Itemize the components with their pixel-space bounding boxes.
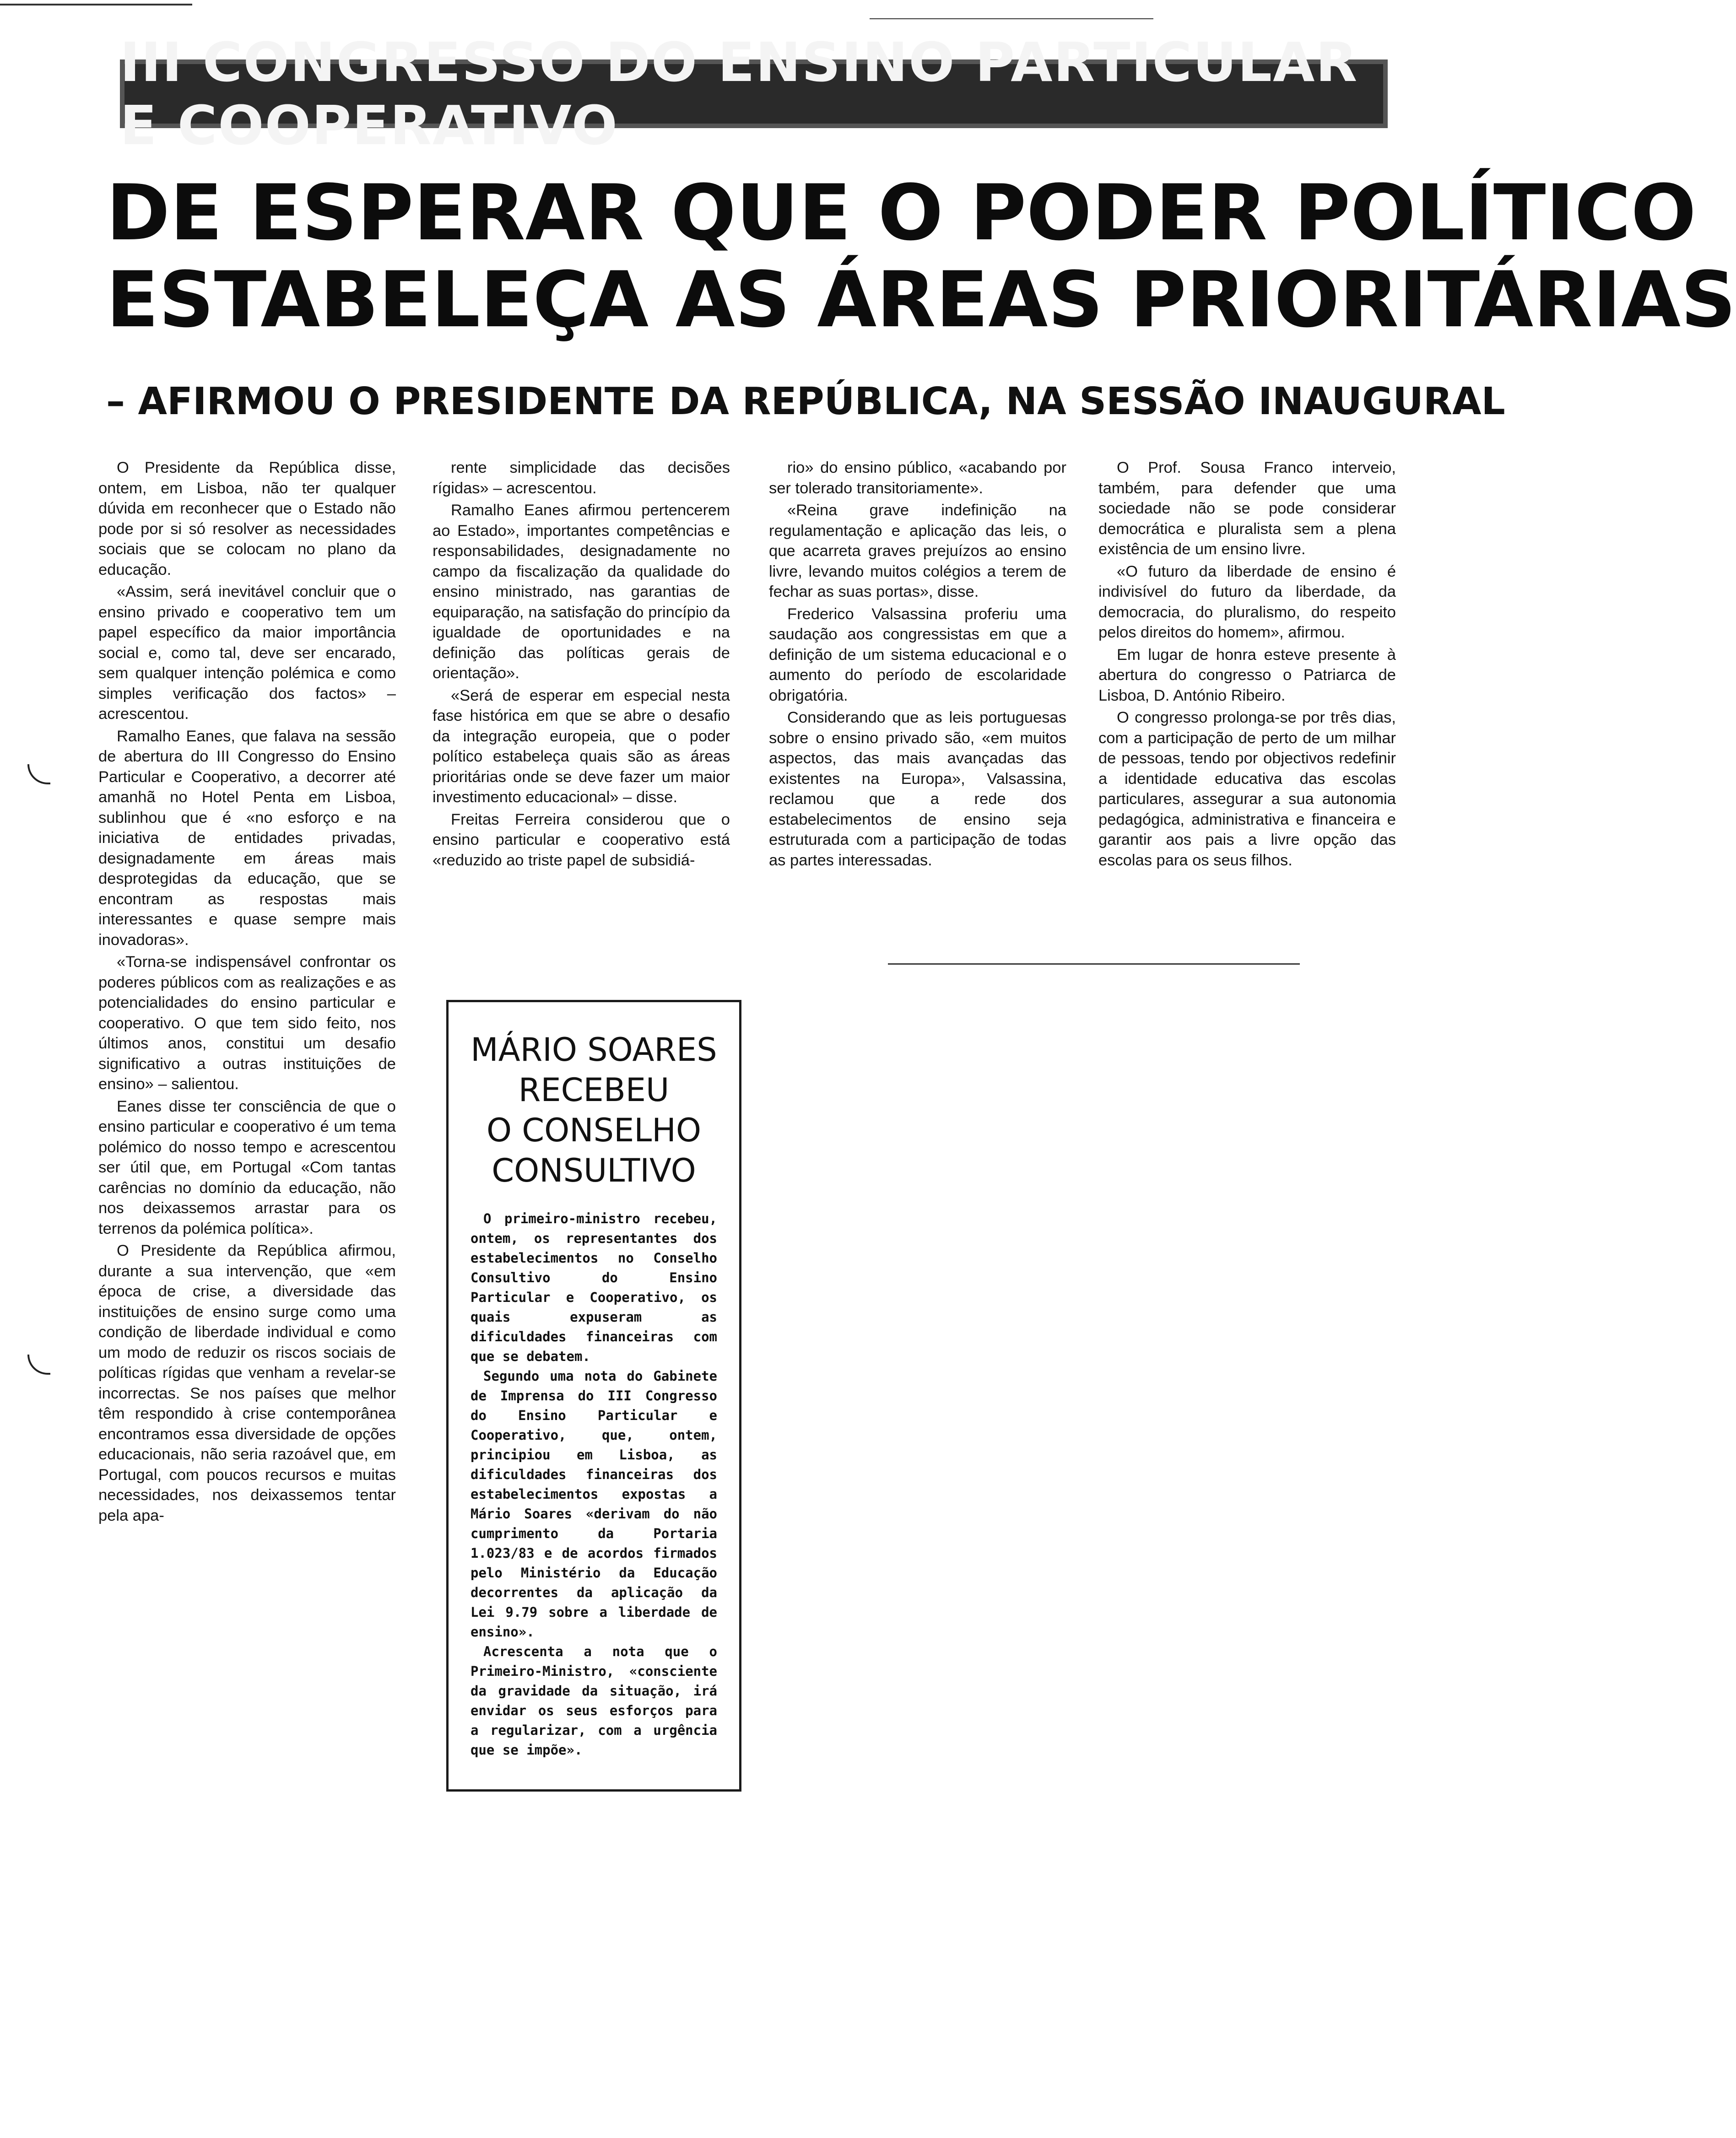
- margin-pencil-mark: [27, 764, 50, 784]
- sidebar-paragraph: Segundo uma nota do Gabinete de Imprensa do III Congresso do Ensino Particular e Cooperativo, que, ontem, principiou em Lisboa, as dificuldades financeiras dos estabelecimentos expostas a Mário Soares «derivam do não cumprimento da Portaria 1.023/83 e de acordos firmados pelo Ministério da Educação decorrentes da aplicação da Lei 9.79 sobre a liberdade de ensino».: [471, 1368, 717, 1640]
- sidebar-box: [446, 1000, 741, 1792]
- sidebar-paragraph: O primeiro-ministro recebeu, ontem, os representantes dos estabelecimentos no Conselho Consultivo do Ensino Particular e Cooperativo, os quais expuseram as dificuldades financeiras com que se debatem.: [471, 1211, 717, 1364]
- headline-line-1: DE ESPERAR QUE O PODER POLÍTICO: [106, 168, 1697, 258]
- paragraph: Considerando que as leis portuguesas sobre o ensino privado são, «em muitos aspectos, das mais avançadas das existentes na Europa», Valsassina, reclamou que a rede dos estabelecimentos de ensino seja estruturada com a participação de todas as partes interessadas.: [769, 709, 1066, 869]
- scan-speck: [888, 963, 1300, 965]
- paragraph: rio» do ensino público, «acabando por ser tolerado transitoriamente».: [769, 459, 1066, 497]
- paragraph: «Assim, será inevitável concluir que o ensino privado e cooperativo tem um papel específico da maior importância social e, como tal, deve ser encarado, sem qualquer intenção polémica e como simples verificação dos factos» – acrescentou.: [98, 583, 396, 723]
- paragraph: O Prof. Sousa Franco interveio, também, para defender que uma sociedade não se pode considerar democrática e pluralista sem a plena existência de um ensino livre.: [1098, 459, 1396, 558]
- paragraph: Em lugar de honra esteve presente à abertura do congresso o Patriarca de Lisboa, D. António Ribeiro.: [1098, 646, 1396, 704]
- subheadline: – AFIRMOU O PRESIDENTE DA REPÚBLICA, NA SESSÃO INAUGURAL: [106, 380, 1505, 423]
- headline-line-2: ESTABELEÇA AS ÁREAS PRIORITÁRIAS: [106, 255, 1736, 345]
- article-column-4: [1098, 458, 1396, 872]
- headline: [106, 168, 1736, 345]
- sidebar-title-line: MÁRIO SOARES: [471, 1031, 717, 1069]
- article-column-2: [433, 458, 730, 872]
- sidebar-title-line: RECEBEU: [518, 1071, 670, 1109]
- paragraph: Freitas Ferreira considerou que o ensino particular e cooperativo está «reduzido ao triste papel de subsidiá-: [433, 810, 730, 869]
- sidebar-title-line: CONSULTIVO: [492, 1152, 696, 1189]
- paragraph: O congresso prolonga-se por três dias, com a participação de perto de um milhar de pessoas, tendo por objectivos redefinir a identidade educativa das escolas particulares, assegurar a sua autonomia pedagógica, administrativa e financeira e garantir aos pais a livre opção das escolas para os seus filhos.: [1098, 709, 1396, 869]
- scan-speck: [0, 4, 192, 5]
- paragraph: rente simplicidade das decisões rígidas» – acrescentou.: [433, 459, 730, 497]
- paragraph: Frederico Valsassina proferiu uma saudação aos congressistas em que a definição de um sistema educacional e o aumento do período de escolaridade obrigatória.: [769, 605, 1066, 704]
- paragraph: Ramalho Eanes, que falava na sessão de abertura do III Congresso do Ensino Particular e Cooperativo, a decorrer até amanhã no Hotel Penta em Lisboa, sublinhou que é «no esforço e na iniciativa de entidades privadas, designadamente em áreas mais desprotegidas da educação, que se encontram as respostas mais interessantes e quase sempre mais inovadoras».: [98, 727, 396, 949]
- section-banner: III CONGRESSO DO ENSINO PARTICULAR E COOPERATIVO: [120, 59, 1388, 128]
- paragraph: O Presidente da República afirmou, durante a sua intervenção, que «em época de crise, a diversidade das instituições de ensino surge como uma condição de liberdade individual e como um modo de reduzir os riscos sociais de políticas rígidas que venham a revelar-se incorrectas. Se nos países que melhor têm respondido à crise contemporânea encontramos essa diversidade de opções educacionais, não seria razoável que, em Portugal, com poucos recursos e muitas necessidades, nos deixassemos tentar pela apa-: [98, 1242, 396, 1524]
- paragraph: Eanes disse ter consciência de que o ensino particular e cooperativo é um tema polémico do nosso tempo e acrescentou ser útil que, em Portugal «Com tantas carências no domínio da educação, não nos deixassemos arrastar para os terrenos da polémica política».: [98, 1097, 396, 1237]
- article-column-3: [769, 458, 1066, 872]
- paragraph: O Presidente da República disse, ontem, em Lisboa, não ter qualquer dúvida em reconhecer que o Estado não pode por si só resolver as necessidades sociais que se colocam no plano da educação.: [98, 459, 396, 578]
- paragraph: Ramalho Eanes afirmou pertencerem ao Estado», importantes competências e responsabilidades, designadamente no campo da fiscalização da qualidade do ensino ministrado, nas garantias de equiparação, na satisfação do princípio da igualdade de oportunidades e na definição das políticas gerais de orientação».: [433, 502, 730, 682]
- sidebar-paragraph: Acrescenta a nota que o Primeiro-Ministro, «consciente da gravidade da situação, irá envidar os seus esforços para a regularizar, com a urgência que se impõe».: [471, 1644, 717, 1758]
- scan-speck: [870, 18, 1153, 19]
- paragraph: «O futuro da liberdade de ensino é indivisível do futuro da liberdade, da democracia, do pluralismo, do respeito pelos direitos do homem», afirmou.: [1098, 562, 1396, 641]
- margin-pencil-mark: [27, 1355, 50, 1375]
- sidebar-title-line: O CONSELHO: [486, 1112, 702, 1149]
- sidebar-body: [471, 1209, 717, 1760]
- paragraph: «Reina grave indefinição na regulamentação e aplicação das leis, o que acarreta graves prejuízos ao ensino livre, levando muitos colégios a terem de fechar as suas portas», disse.: [769, 502, 1066, 600]
- sidebar-title: [471, 1030, 717, 1191]
- paragraph: «Torna-se indispensável confrontar os poderes públicos com as realizações e as potencialidades do ensino particular e cooperativo. O que tem sido feito, nos últimos anos, constitui um desafio significativo a outras instituições de ensino» – salientou.: [98, 953, 396, 1093]
- paragraph: «Será de esperar em especial nesta fase histórica em que se abre o desafio da integração europeia, que o poder político estabeleça quais são as áreas prioritárias onde se deve fazer um maior investimento educacional» – disse.: [433, 686, 730, 806]
- article-column-1: [98, 458, 396, 1528]
